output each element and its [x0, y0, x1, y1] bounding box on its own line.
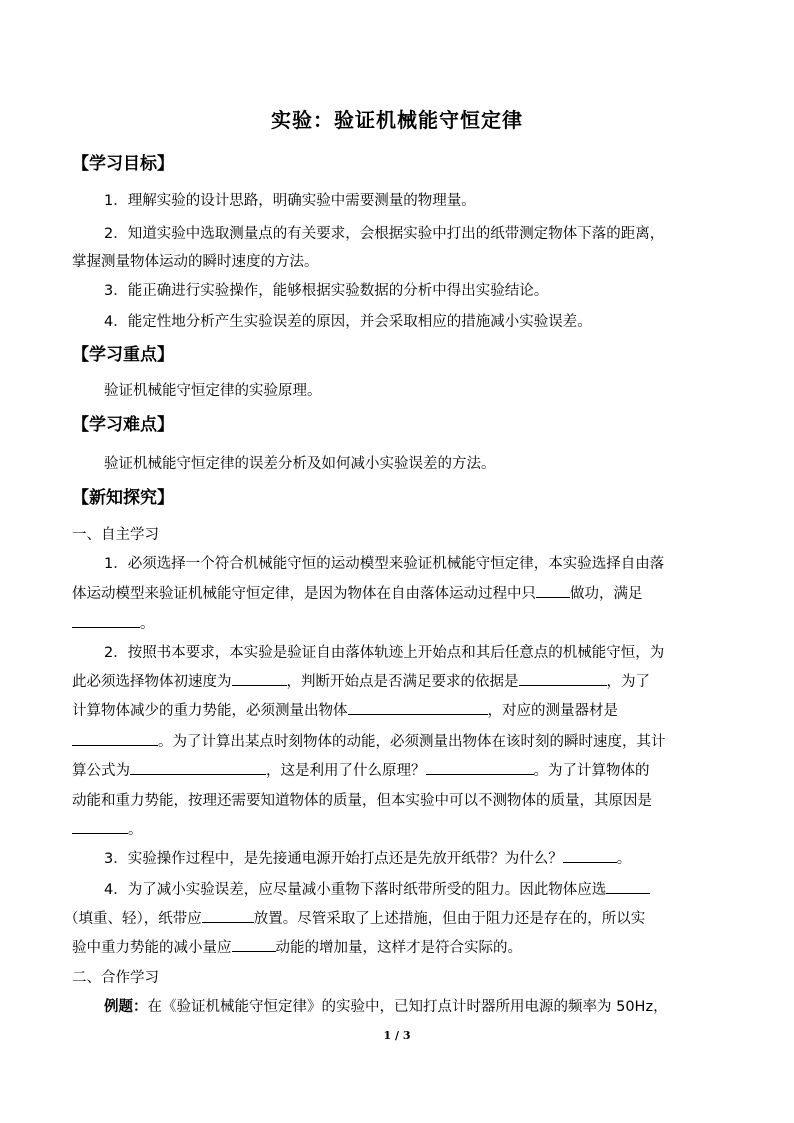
text-fragment: 放置。尽管采取了上述措施，但由于阻力还是存在的，所以实	[253, 911, 646, 927]
answer-blank[interactable]	[202, 908, 254, 923]
goal-item-3: 3．能正确进行实验操作，能够根据实验数据的分析中得出实验结论。	[104, 283, 549, 299]
answer-blank[interactable]	[606, 879, 650, 894]
part-heading-self-study: 一、自主学习	[72, 527, 159, 543]
question-2-line-4	[72, 730, 666, 751]
text-fragment: 。	[140, 616, 155, 632]
question-1-line-3	[72, 612, 155, 633]
answer-blank[interactable]	[536, 583, 570, 598]
text-fragment: 此必须选择物体初速度为	[72, 674, 232, 690]
question-4-line-3	[72, 936, 522, 957]
question-1-line-2	[72, 582, 643, 603]
example-label: 例题：	[104, 999, 148, 1015]
section-heading-key: 【学习重点】	[72, 345, 174, 365]
goal-item-2-cont: 掌握测量物体运动的瞬时速度的方法。	[72, 254, 319, 270]
key-text: 验证机械能守恒定律的实验原理。	[104, 383, 322, 399]
text-fragment: ，对应的测量器材是	[487, 703, 618, 719]
difficulty-text: 验证机械能守恒定律的误差分析及如何减小实验误差的方法。	[104, 456, 496, 472]
text-fragment: 。	[128, 822, 143, 838]
text-fragment: 动能的增加量，这样才是符合实际的。	[275, 940, 522, 956]
page-number: 1 / 3	[383, 1029, 411, 1042]
section-heading-goals: 【学习目标】	[72, 154, 174, 174]
answer-blank[interactable]	[72, 819, 128, 834]
goal-item-2: 2．知道实验中选取测量点的有关要求，会根据实验中打出的纸带测定物体下落的距离，	[104, 226, 665, 242]
part-heading-cooperative: 二、合作学习	[72, 970, 159, 986]
text-fragment: 4．为了减小实验误差，应尽量减小重物下落时纸带所受的阻力。因此物体应选	[104, 882, 607, 898]
answer-blank[interactable]	[72, 731, 158, 746]
text-fragment: ，判断开始点是否满足要求的依据是	[286, 674, 519, 690]
question-2-line-2	[72, 670, 650, 691]
question-1-line-1: 1．必须选择一个符合机械能守恒的运动模型来验证机械能守恒定律，本实验选择自由落	[104, 556, 665, 572]
text-fragment: 验中重力势能的减小量应	[72, 940, 232, 956]
question-4-line-2	[64, 907, 645, 928]
answer-blank[interactable]	[563, 848, 617, 863]
text-fragment: 。	[616, 851, 632, 867]
answer-blank[interactable]	[232, 937, 276, 952]
goal-item-4: 4．能定性地分析产生实验误差的原因，并会采取相应的措施减小实验误差。	[104, 314, 592, 330]
text-fragment: ，这是利用了什么原理？	[266, 763, 426, 779]
question-2-line-3	[72, 699, 618, 720]
answer-blank[interactable]	[348, 700, 488, 715]
question-2-line-1: 2．按照书本要求，本实验是验证自由落体轨迹上开始点和其后任意点的机械能守恒，为	[104, 645, 665, 661]
example-text: 在《验证机械能守恒定律》的实验中，已知打点计时器所用电源的频率为 50Hz，	[147, 999, 668, 1015]
text-fragment: 3．实验操作过程中，是先接通电源开始打点还是先放开纸带？为什么？	[104, 851, 563, 867]
answer-blank[interactable]	[72, 613, 140, 628]
text-fragment: 做功，满足	[570, 586, 643, 602]
question-3	[104, 847, 631, 868]
question-2-line-7	[72, 818, 143, 839]
text-fragment: 体运动模型来验证机械能守恒定律，是因为物体在自由落体运动过程中只	[72, 586, 536, 602]
text-fragment: 。为了计算出某点时刻物体的动能，必须测量出物体在该时刻的瞬时速度，其计	[158, 734, 666, 750]
text-fragment: 。为了计算物体的	[533, 763, 650, 779]
section-heading-explore: 【新知探究】	[72, 488, 174, 508]
question-2-line-5	[72, 759, 650, 780]
question-4-line-1	[104, 878, 650, 899]
answer-blank[interactable]	[232, 671, 287, 686]
section-heading-difficulty: 【学习难点】	[72, 415, 174, 435]
text-fragment: （填重、轻），纸带应	[64, 911, 202, 927]
text-fragment: ，为了	[606, 674, 650, 690]
answer-blank[interactable]	[519, 671, 607, 686]
text-fragment: 计算物体减少的重力势能，必须测量出物体	[72, 703, 348, 719]
answer-blank[interactable]	[426, 760, 534, 775]
page-title: 实验：验证机械能守恒定律	[271, 108, 523, 132]
text-fragment: 算公式为	[72, 763, 130, 779]
answer-blank[interactable]	[130, 760, 266, 775]
goal-item-1: 1．理解实验的设计思路，明确实验中需要测量的物理量。	[104, 193, 476, 209]
example-line	[104, 995, 668, 1016]
question-2-line-6: 动能和重力势能，按理还需要知道物体的质量，但本实验中可以不测物体的质量，其原因是	[72, 793, 652, 809]
